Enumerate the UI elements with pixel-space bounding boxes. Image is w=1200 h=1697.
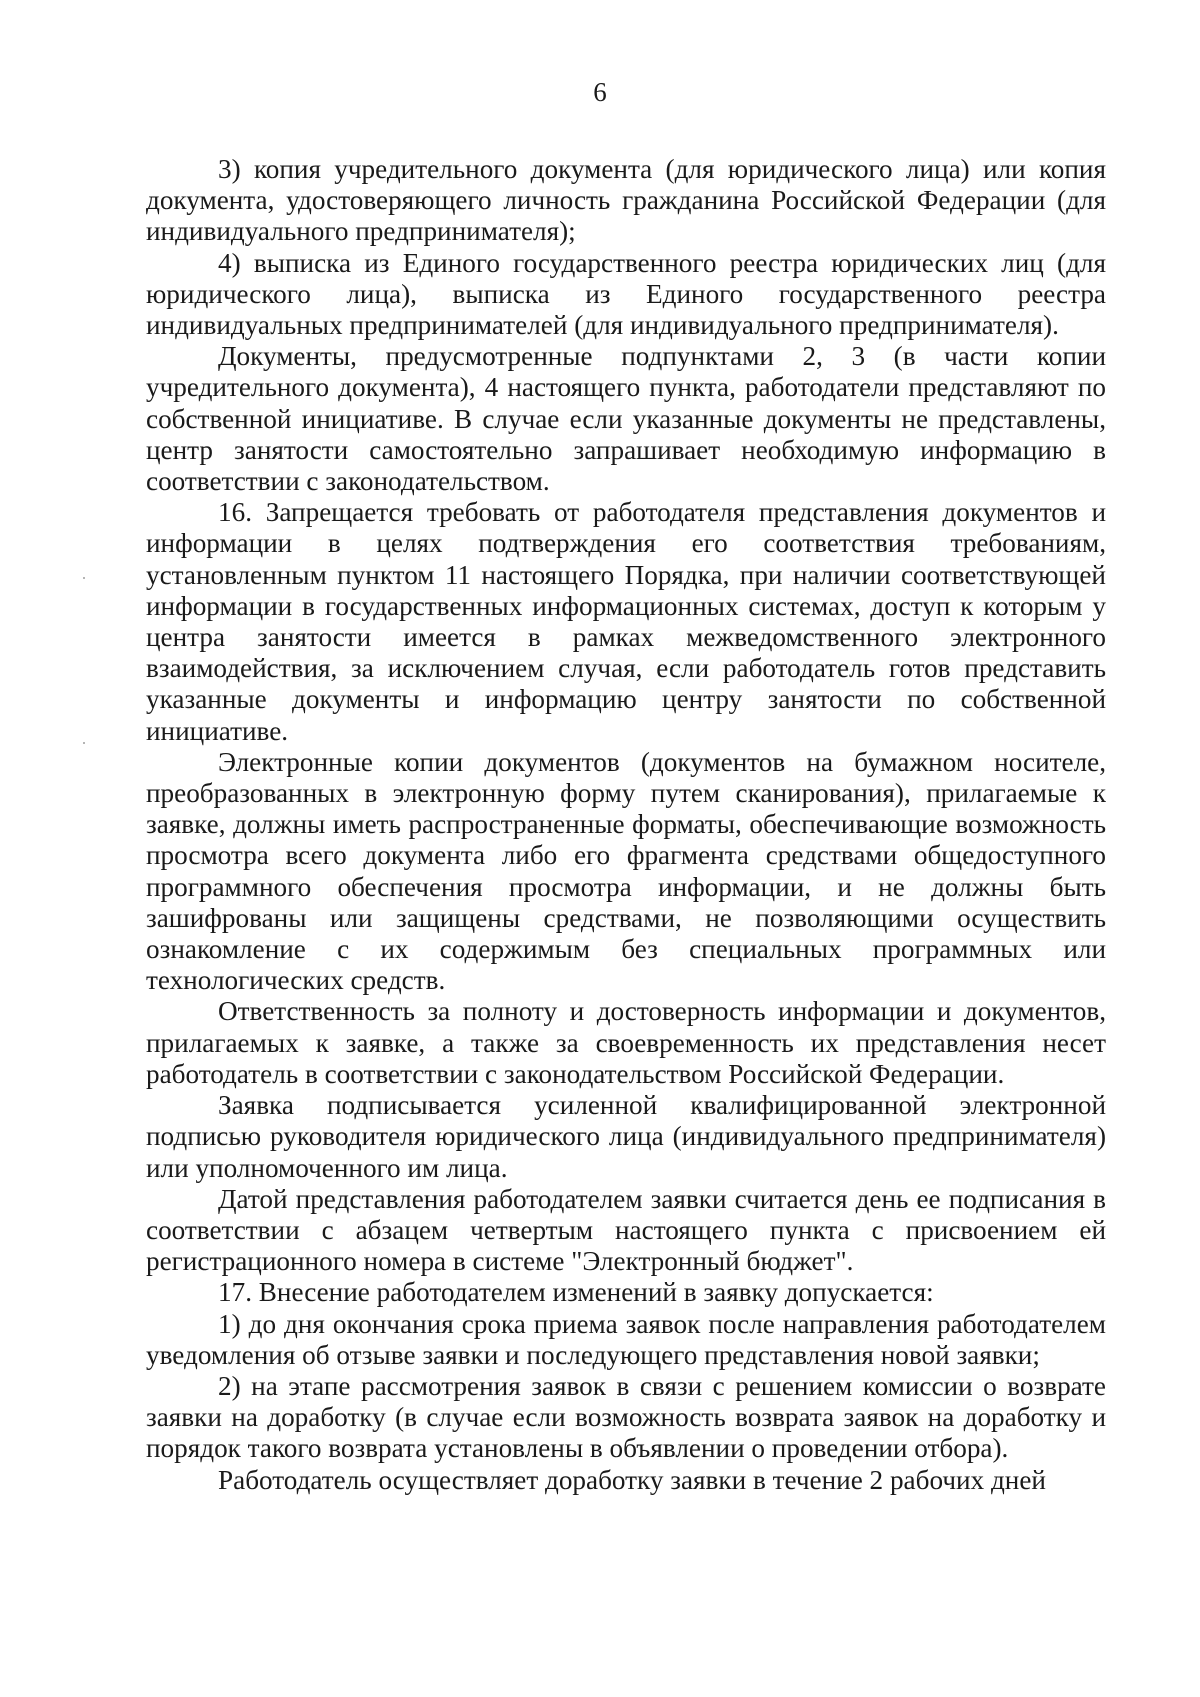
document-body [146, 154, 1106, 1496]
page-number: 6 [593, 77, 607, 107]
subpoint-4: 4) выписка из Единого государственного реестра юридических лиц (для юридического лица), выписка из Единого государственного реестра индивидуальных предпринимателей (для индивидуального предпринимателя). [146, 247, 1106, 341]
scan-speck [83, 577, 85, 579]
paragraph-signature: Заявка подписывается усиленной квалифицированной электронной подписью руководителя юридического лица (индивидуального предпринимателя) или уполномоченного им лица. [146, 1090, 1106, 1183]
subpoint-3: 3) копия учредительного документа (для юридического лица) или копия документа, удостоверяющего личность гражданина Российской Федерации (для индивидуального предпринимателя); [146, 154, 1106, 247]
paragraph-electronic-copies: Электронные копии документов (документов на бумажном носителе, преобразованных в электронную форму путем сканирования), прилагаемые к заявке, должны иметь распространенные форматы, обеспечивающие возможность просмотра всего документа либо его фрагмента средствами общедоступного программного обеспечения просмотра информации, и не должны быть зашифрованы или защищены средствами, не позволяющими осуществить ознакомление с их содержимым без специальных программных или технологических средств. [146, 746, 1106, 996]
paragraph-submission-date: Датой представления работодателем заявки считается день ее подписания в соответствии с абзацем четвертым настоящего пункта с присвоением ей регистрационного номера в системе "Электронный бюджет". [146, 1183, 1106, 1277]
scan-speck [83, 742, 85, 744]
clause-17-subpoint-2: 2) на этапе рассмотрения заявок в связи с решением комиссии о возврате заявки на доработку (в случае если возможность возврата заявок на доработку и порядок такого возврата установлены в объявлении о проведении отбора). [146, 1370, 1106, 1464]
paragraph-documents-initiative: Документы, предусмотренные подпунктами 2, 3 (в части копии учредительного документа), 4 настоящего пункта, работодатели представляют по собственной инициативе. В случае если указанные документы не представлены, центр занятости самостоятельно запрашивает необходимую информацию в соответствии с законодательством. [146, 341, 1106, 497]
clause-16: 16. Запрещается требовать от работодателя представления документов и информации в целях подтверждения его соответствия требованиям, установленным пунктом 11 настоящего Порядка, при наличии соответствующей информации в государственных информационных системах, доступ к которым у центра занятости имеется в рамках межведомственного электронного взаимодействия, за исключением случая, если работодатель готов представить указанные документы и информацию центру занятости по собственной инициативе. [146, 497, 1106, 746]
paragraph-revision-period: Работодатель осуществляет доработку заявки в течение 2 рабочих дней [218, 1464, 1046, 1495]
clause-17: 17. Внесение работодателем изменений в заявку допускается: [218, 1277, 934, 1308]
paragraph-responsibility: Ответственность за полноту и достоверность информации и документов, прилагаемых к заявке, а также за своевременность их представления несет работодатель в соответствии с законодательством Российской Федерации. [146, 996, 1106, 1089]
clause-17-subpoint-1: 1) до дня окончания срока приема заявок после направления работодателем уведомления об отзыве заявки и последующего представления новой заявки; [146, 1308, 1106, 1370]
